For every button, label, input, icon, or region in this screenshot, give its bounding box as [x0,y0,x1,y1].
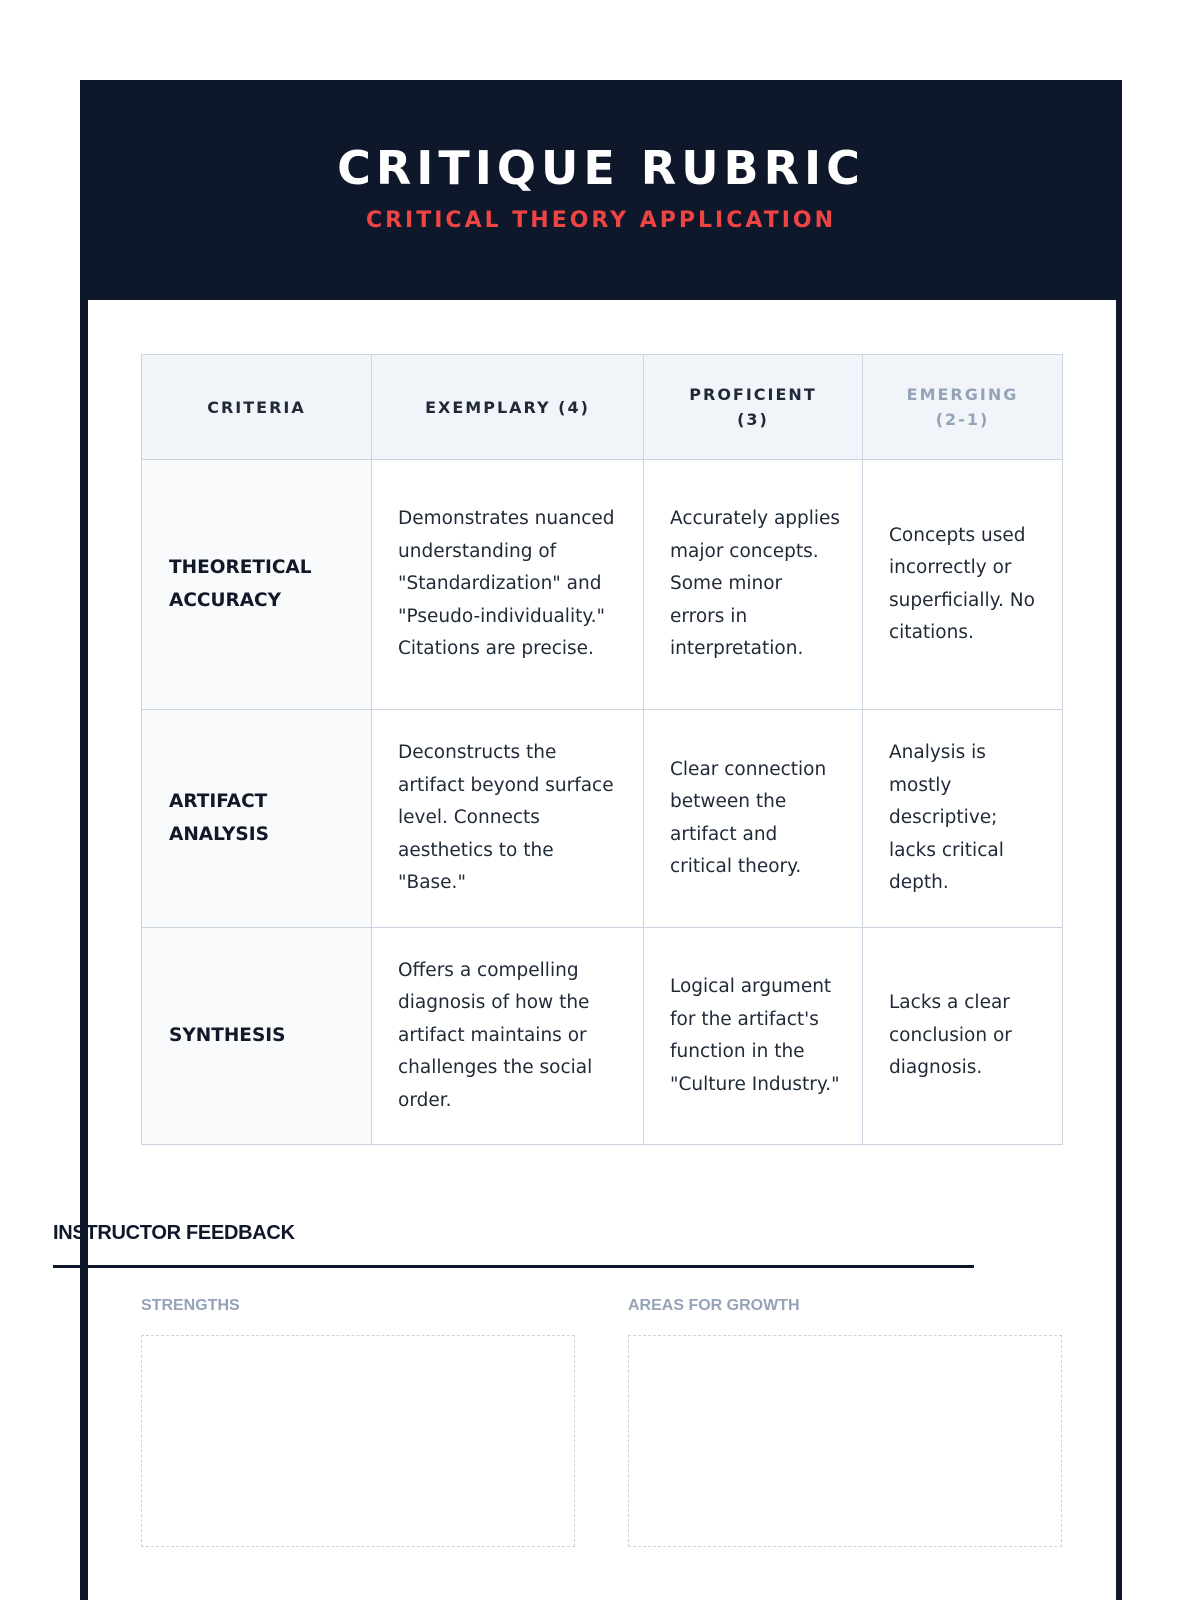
table-header-row [142,355,1063,460]
emerging-cell: Concepts used incorrectly or superficially. No citations. [863,460,1063,710]
emerging-cell: Analysis is mostly descriptive; lacks critical depth. [863,710,1063,928]
feedback-divider [53,1265,974,1268]
strengths-input-box[interactable] [141,1335,575,1547]
column-header-emerging: EMERGING (2-1) [863,355,1063,460]
rubric-table [141,354,1063,1145]
emerging-cell: Lacks a clear conclusion or diagnosis. [863,928,1063,1145]
growth-input-box[interactable] [628,1335,1062,1547]
feedback-section-title: INSTRUCTOR FEEDBACK [53,1222,295,1244]
header-banner [80,80,1122,300]
exemplary-cell: Deconstructs the artifact beyond surface level. Connects aesthetics to the "Base." [372,710,644,928]
page-subtitle: CRITICAL THEORY APPLICATION [365,208,837,233]
table-row [142,460,1063,710]
criterion-cell: SYNTHESIS [142,928,372,1145]
table-row [142,928,1063,1145]
exemplary-cell: Offers a compelling diagnosis of how the artifact maintains or challenges the social order. [372,928,644,1145]
column-header-exemplary: EXEMPLARY (4) [372,355,644,460]
proficient-cell: Accurately applies major concepts. Some minor errors in interpretation. [644,460,863,710]
exemplary-cell: Demonstrates nuanced understanding of "Standardization" and "Pseudo-individuality." Citations are precise. [372,460,644,710]
page-title: CRITIQUE RUBRIC [337,141,865,195]
table-row [142,710,1063,928]
strengths-label: STRENGTHS [141,1297,240,1314]
column-header-criteria: CRITERIA [142,355,372,460]
proficient-cell: Logical argument for the artifact's function in the "Culture Industry." [644,928,863,1145]
growth-label: AREAS FOR GROWTH [628,1297,800,1314]
criterion-cell: THEORETICAL ACCURACY [142,460,372,710]
criterion-cell: ARTIFACT ANALYSIS [142,710,372,928]
column-header-proficient: PROFICIENT (3) [644,355,863,460]
proficient-cell: Clear connection between the artifact and critical theory. [644,710,863,928]
